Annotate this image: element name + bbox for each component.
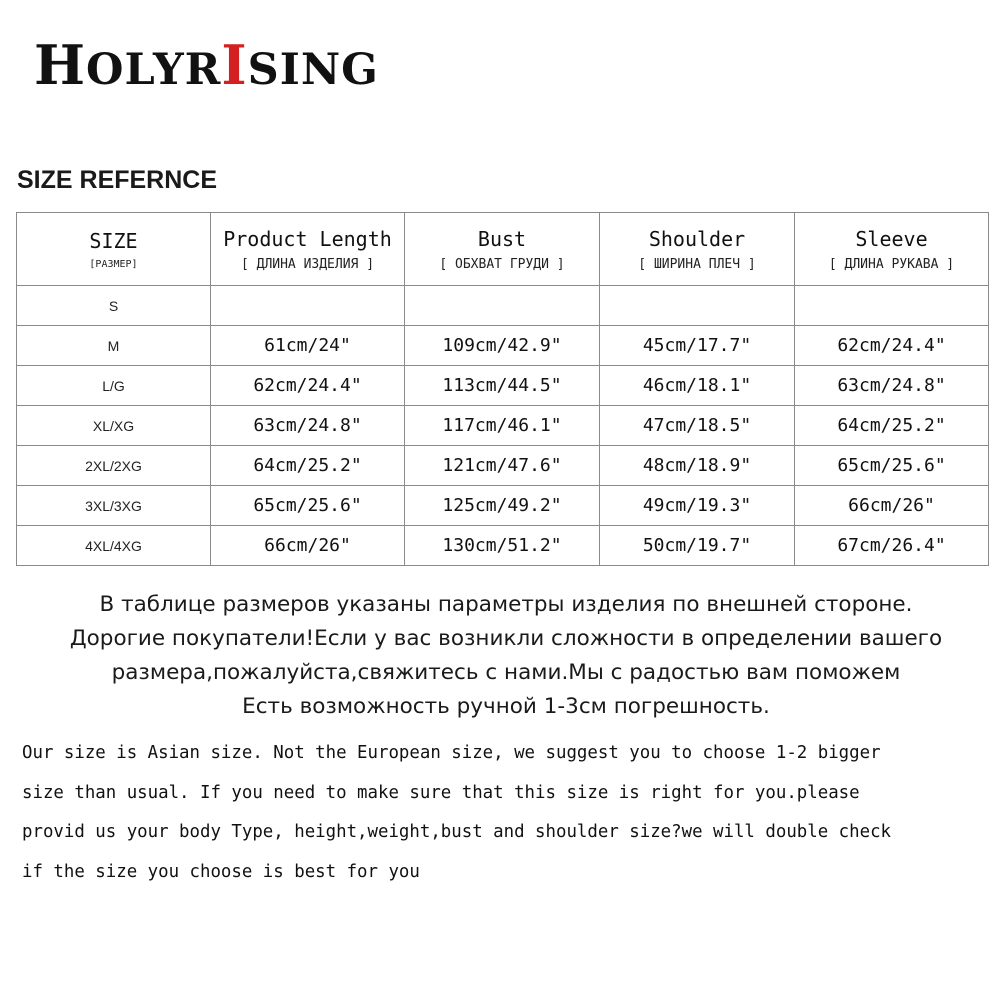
header-label: Product Length: [223, 226, 392, 251]
table-header-row: [17, 213, 989, 286]
length-cell: 64cm/25.2": [211, 446, 405, 486]
shoulder-cell: 48cm/18.9": [600, 446, 795, 486]
brand-logo: [34, 33, 379, 97]
shoulder-cell: 50cm/19.7": [600, 526, 795, 566]
length-cell: 63cm/24.8": [211, 406, 405, 446]
notice-line: if the size you choose is best for you: [22, 861, 420, 882]
header-product-length: [211, 213, 405, 286]
sleeve-cell: 65cm/25.6": [795, 446, 989, 486]
shoulder-cell: 46cm/18.1": [600, 366, 795, 406]
size-cell: S: [17, 286, 211, 326]
bust-cell: 125cm/49.2": [405, 486, 600, 526]
table-row: [17, 406, 989, 446]
notice-line: Our size is Asian size. Not the European size, we suggest you to choose 1-2 bigger: [22, 743, 881, 763]
bust-cell: 117cm/46.1": [405, 406, 600, 446]
table-row: [17, 486, 989, 526]
header-sleeve: [795, 213, 989, 286]
bust-cell: 113cm/44.5": [405, 366, 600, 406]
bust-cell: 121cm/47.6": [405, 446, 600, 486]
header-label: SIZE: [89, 228, 138, 253]
shoulder-cell: 45cm/17.7": [600, 326, 795, 366]
bust-cell: 130cm/51.2": [405, 526, 600, 566]
shoulder-cell: [600, 286, 795, 326]
header-shoulder: [600, 213, 795, 286]
header-sublabel: [ ДЛИНА ИЗДЕЛИЯ ]: [240, 256, 375, 272]
logo-letter-i-accent: I: [221, 33, 248, 97]
header-label: Bust: [477, 226, 527, 251]
sleeve-cell: 67cm/26.4": [795, 526, 989, 566]
header-sublabel: [ ШИРИНА ПЛЕЧ ]: [638, 256, 756, 272]
length-cell: 61cm/24": [211, 326, 405, 366]
table-row: [17, 366, 989, 406]
notice-line: size than usual. If you need to make sure that this size is right for you.please: [22, 782, 860, 803]
size-cell: XL/XG: [17, 406, 211, 446]
notice-line: provid us your body Type, height,weight,bust and shoulder size?we will double check: [22, 822, 892, 842]
table-row: [17, 526, 989, 566]
bust-cell: [405, 286, 600, 326]
sleeve-cell: 64cm/25.2": [795, 406, 989, 446]
size-cell: 2XL/2XG: [17, 446, 211, 486]
notice-line: В таблице размеров указаны параметры изделия по внешней стороне.: [99, 592, 913, 617]
notice-line: размера,пожалуйста,свяжитесь с нами.Мы с радостью вам поможем: [111, 660, 901, 685]
sleeve-cell: 62cm/24.4": [795, 326, 989, 366]
length-cell: 66cm/26": [211, 526, 405, 566]
shoulder-cell: 47cm/18.5": [600, 406, 795, 446]
length-cell: [211, 286, 405, 326]
russian-notice: [16, 588, 996, 724]
english-notice: [22, 734, 992, 892]
table-row: [17, 286, 989, 326]
notice-line: Дорогие покупатели!Если у вас возникли сложности в определении вашего: [69, 626, 943, 651]
size-table: [16, 212, 989, 566]
notice-line: Есть возможность ручной 1-3см погрешность.: [242, 694, 770, 719]
header-sublabel: [ ДЛИНА РУКАВА ]: [828, 256, 955, 272]
size-cell: 4XL/4XG: [17, 526, 211, 566]
length-cell: 62cm/24.4": [211, 366, 405, 406]
size-cell: M: [17, 326, 211, 366]
header-label: Sleeve: [855, 226, 928, 251]
header-sublabel: [ ОБХВАТ ГРУДИ ]: [439, 256, 565, 272]
header-size: [17, 213, 211, 286]
size-cell: 3XL/3XG: [17, 486, 211, 526]
sleeve-cell: 63cm/24.8": [795, 366, 989, 406]
header-sublabel: [РАЗМЕР]: [89, 258, 138, 270]
length-cell: 65cm/25.6": [211, 486, 405, 526]
logo-letters-sing: SING: [247, 45, 379, 95]
section-title: SIZE REFERNCE: [17, 166, 218, 194]
header-bust: [405, 213, 600, 286]
shoulder-cell: 49cm/19.3": [600, 486, 795, 526]
logo-letter-h: H: [34, 33, 87, 97]
logo-letters-olyr: OLYR: [86, 45, 222, 95]
header-label: Shoulder: [648, 226, 746, 251]
table-row: [17, 326, 989, 366]
size-cell: L/G: [17, 366, 211, 406]
bust-cell: 109cm/42.9": [405, 326, 600, 366]
sleeve-cell: [795, 286, 989, 326]
table-row: [17, 446, 989, 486]
sleeve-cell: 66cm/26": [795, 486, 989, 526]
